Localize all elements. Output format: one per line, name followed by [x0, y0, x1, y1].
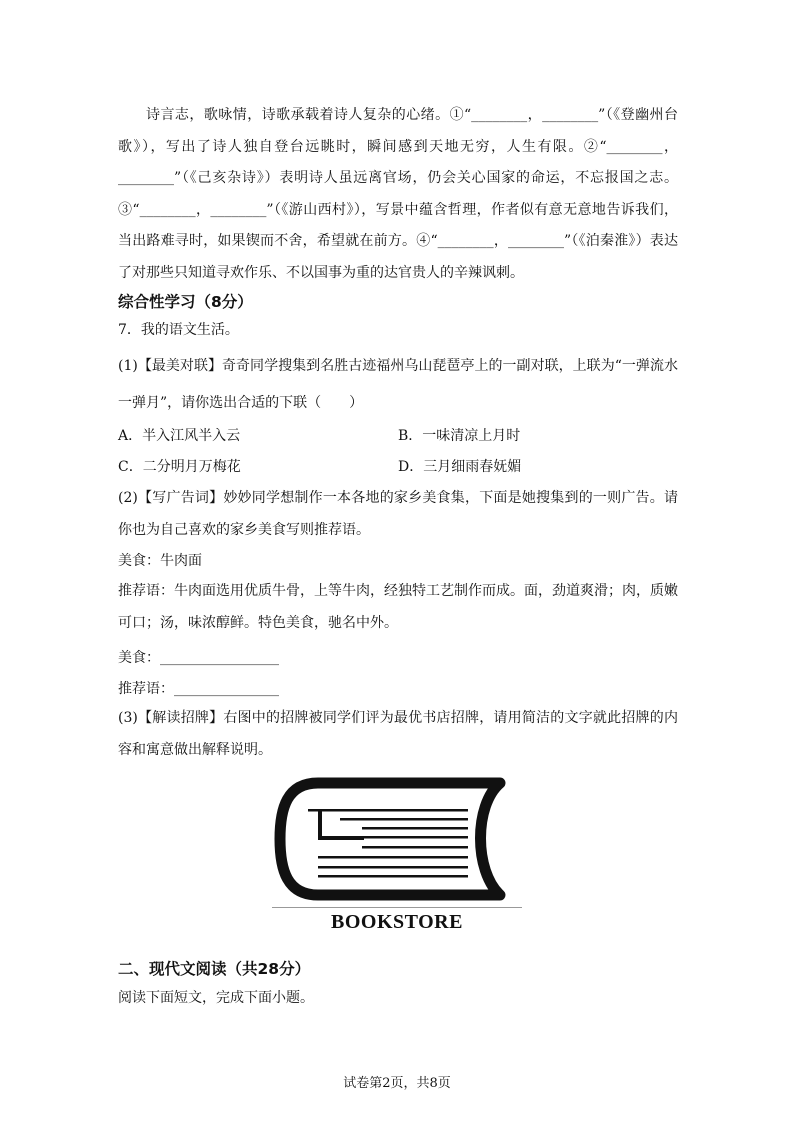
section-heading-modern-reading: 二、现代文阅读（共28分） — [118, 960, 311, 978]
book-scroll-icon — [272, 775, 522, 907]
option-c: C．二分明月万梅花 — [118, 459, 241, 475]
poem-fill-in-paragraph: 诗言志，歌咏情，诗歌承载着诗人复杂的心绪。①“________，________”（《登幽州台歌》），写出了诗人独自登台远眺时，瞬间感到天地无穷，人生有限。②“________，________”（《己亥杂诗》）表明诗人虽远离官场，仍会关心国家的命运，不忘报国之志。③“________，________”（《游山西村》），写景中蕴含哲理，作者似有意无意地告诉我们，当出路难寻时，如果锲而不舍，希望就在前方。④“________，________”（《泊秦淮》）表达了对那些只知道寻欢作乐、不以国事为重的达官贵人的辛辣讽刺。 — [118, 107, 678, 281]
question-7-title: 7．我的语文生活。 — [118, 322, 239, 338]
food-example-label: 美食：牛肉面 — [118, 553, 202, 569]
question-7-3-text: (3)【解读招牌】右图中的招牌被同学们评为最优书店招牌，请用简洁的文字就此招牌的内容和寓意做出解释说明。 — [118, 710, 678, 758]
reading-instruction: 阅读下面短文，完成下面小题。 — [118, 990, 314, 1006]
page-footer: 试卷第2页，共8页 — [343, 1076, 451, 1091]
section-heading-comprehensive: 综合性学习（8分） — [118, 293, 253, 311]
option-b: B．一味清凉上月时 — [398, 428, 521, 444]
bookstore-logo — [272, 775, 522, 940]
recommendation-answer-blank[interactable]: 推荐语：_______________ — [118, 681, 279, 697]
option-a: A．半入江风半入云 — [118, 428, 241, 444]
logo-divider — [272, 907, 522, 908]
option-d: D．三月细雨春妩媚 — [398, 459, 522, 475]
food-answer-blank[interactable]: 美食：_________________ — [118, 650, 279, 666]
logo-caption: BOOKSTORE — [331, 911, 463, 933]
question-7-1-text: (1)【最美对联】奇奇同学搜集到名胜古迹福州乌山琵琶亭上的一副对联，上联为“一弹流水一弹月”，请你选出合适的下联（ ） — [118, 358, 678, 411]
question-7-2-text: (2)【写广告词】妙妙同学想制作一本各地的家乡美食集，下面是她搜集到的一则广告。请你也为自己喜欢的家乡美食写则推荐语。 — [118, 490, 678, 538]
recommendation-example-text: 推荐语：牛肉面选用优质牛骨，上等牛肉，经独特工艺制作而成。面，劲道爽滑；肉，质嫩可口；汤，味浓醇鲜。特色美食，驰名中外。 — [118, 583, 678, 631]
